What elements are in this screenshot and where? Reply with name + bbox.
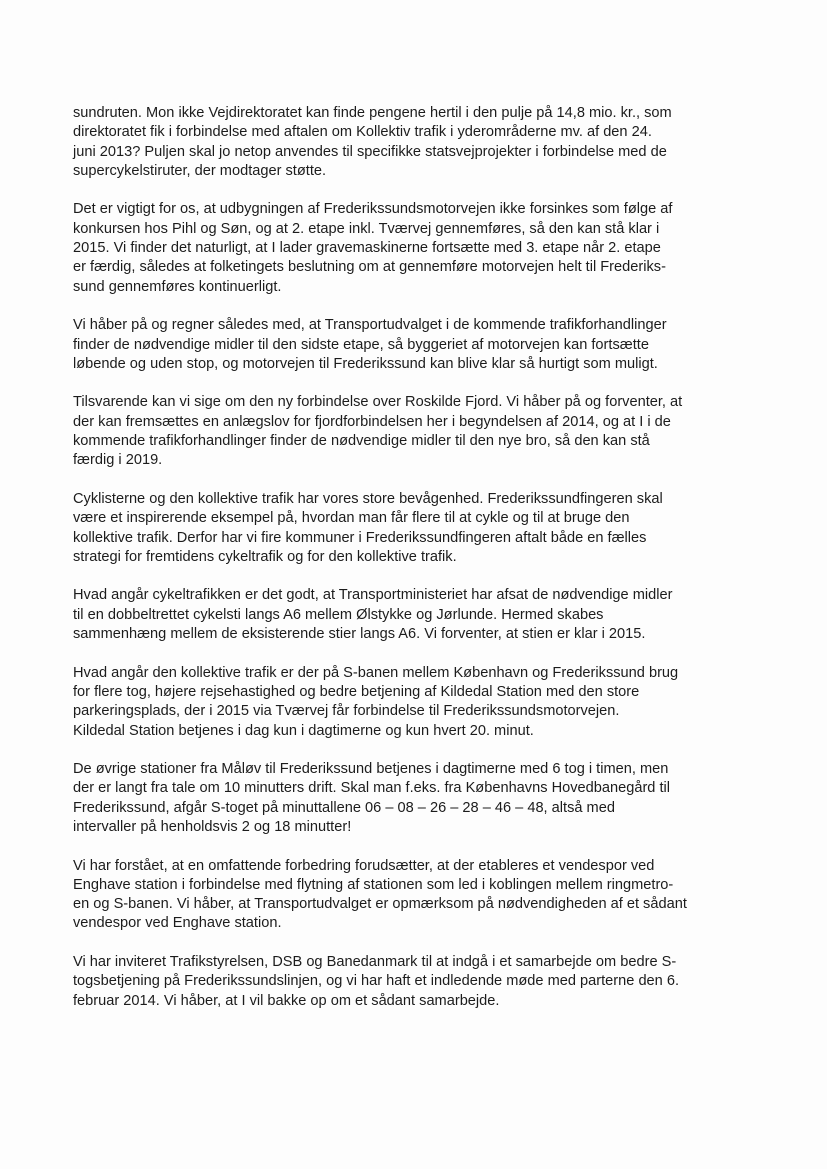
text-line: sundruten. Mon ikke Vejdirektoratet kan finde pengene hertil i den pulje på 14,8 mio. kr., som [73, 105, 672, 121]
text-line: Vi håber på og regner således med, at Transportudvalget i de kommende trafikforhandlinger [73, 317, 667, 334]
text-line: Det er vigtigt for os, at udbygningen af Frederikssundsmotorvejen ikke forsinkes som følge af [73, 201, 673, 218]
text-line: 2015. Vi finder det naturligt, at I lader gravemaskinerne fortsætte med 3. etape når 2. etape [73, 240, 661, 257]
text-line: der er langt fra tale om 10 minutters drift. Skal man f.eks. fra Københavns Hovedbanegård til [73, 780, 671, 797]
text-line: konkursen hos Pihl og Søn, og at 2. etape inkl. Tværvej gennemføres, så den kan stå klar i [73, 220, 660, 237]
text-line: Cyklisterne og den kollektive trafik har vores store bevågenhed. Frederikssundfingeren skal [73, 490, 663, 507]
text-line: strategi for fremtidens cykeltrafik og for den kollektive trafik. [73, 548, 457, 565]
text-line: Hvad angår cykeltrafikken er det godt, at Transportministeriet har afsat de nødvendige midler [73, 587, 673, 604]
paragraph [73, 857, 763, 934]
text-line: være et inspirerende eksempel på, hvordan man får flere til at cykle og til at bruge den [73, 510, 630, 527]
text-line: for flere tog, højere rejsehastighed og bedre betjening af Kildedal Station med den store [73, 683, 640, 700]
text-line: finder de nødvendige midler til den sidste etape, så byggeriet af motorvejen kan fortsætte [73, 336, 649, 353]
text-line: Tilsvarende kan vi sige om den ny forbindelse over Roskilde Fjord. Vi håber på og forventer, at [73, 394, 683, 411]
text-line: Vi har inviteret Trafikstyrelsen, DSB og Banedanmark til at indgå i et samarbejde om bedre S- [73, 954, 677, 971]
body-text [73, 104, 763, 1030]
paragraph [73, 953, 763, 1011]
text-line: Frederikssund, afgår S-toget på minuttallene 06 – 08 – 26 – 28 – 46 – 48, altså med [73, 799, 615, 816]
text-line: direktoratet fik i forbindelse med aftalen om Kollektiv trafik i yderområderne mv. af den 24. [73, 124, 652, 141]
paragraph [73, 490, 763, 567]
text-line: parkeringsplads, der i 2015 via Tværvej får forbindelse til Frederikssundsmotorvejen. [73, 703, 620, 720]
paragraph [73, 104, 763, 181]
text-line: en og S-banen. Vi håber, at Transportudvalget er opmærksom på nødvendigheden af et sådant [73, 896, 687, 913]
text-line: Enghave station i forbindelse med flytning af stationen som led i koblingen mellem ringmetro- [73, 876, 674, 893]
text-line: kollektive trafik. Derfor har vi fire kommuner i Frederikssundfingeren aftalt både en fælles [73, 529, 647, 546]
text-line: supercykelstiruter, der modtager støtte. [73, 162, 327, 179]
text-line: færdig i 2019. [73, 452, 163, 469]
text-line: der kan fremsættes en anlægslov for fjordforbindelsen her i begyndelsen af 2014, og at I i de [73, 413, 671, 430]
text-line: februar 2014. Vi håber, at I vil bakke op om et sådant samarbejde. [73, 992, 500, 1009]
text-line: Hvad angår den kollektive trafik er der på S-banen mellem København og Frederikssund brug [73, 664, 679, 681]
text-line: Vi har forstået, at en omfattende forbedring forudsætter, at der etableres et vendespor ved [73, 857, 655, 874]
text-line: løbende og uden stop, og motorvejen til Frederikssund kan blive klar så hurtigt som muligt. [73, 355, 658, 372]
paragraph [73, 200, 763, 296]
text-line: til en dobbeltrettet cykelsti langs A6 mellem Ølstykke og Jørlunde. Hermed skabes [73, 606, 604, 623]
paragraph [73, 760, 763, 837]
paragraph [73, 316, 763, 374]
text-line: vendespor ved Enghave station. [73, 915, 282, 932]
text-line: De øvrige stationer fra Måløv til Frederikssund betjenes i dagtimerne med 6 tog i timen, men [73, 761, 669, 778]
text-line: juni 2013? Puljen skal jo netop anvendes til specifikke statsvejprojekter i forbindelse med de [73, 143, 667, 160]
paragraph [73, 393, 763, 470]
text-line: Kildedal Station betjenes i dag kun i dagtimerne og kun hvert 20. minut. [73, 722, 534, 739]
text-line: sammenhæng mellem de eksisterende stier langs A6. Vi forventer, at stien er klar i 2015. [73, 626, 646, 643]
paragraph [73, 586, 763, 644]
text-line: togsbetjening på Frederikssundslinjen, og vi har haft et indledende møde med parterne den 6. [73, 973, 680, 990]
text-line: kommende trafikforhandlinger finder de nødvendige midler til den nye bro, så den kan stå [73, 433, 650, 450]
paragraph [73, 664, 763, 741]
text-line: intervaller på henholdsvis 2 og 18 minutter! [73, 818, 352, 835]
text-line: sund gennemføres kontinuerligt. [73, 278, 282, 295]
text-line: er færdig, således at folketingets beslutning om at gennemføre motorvejen helt til Frederiks- [73, 259, 666, 276]
